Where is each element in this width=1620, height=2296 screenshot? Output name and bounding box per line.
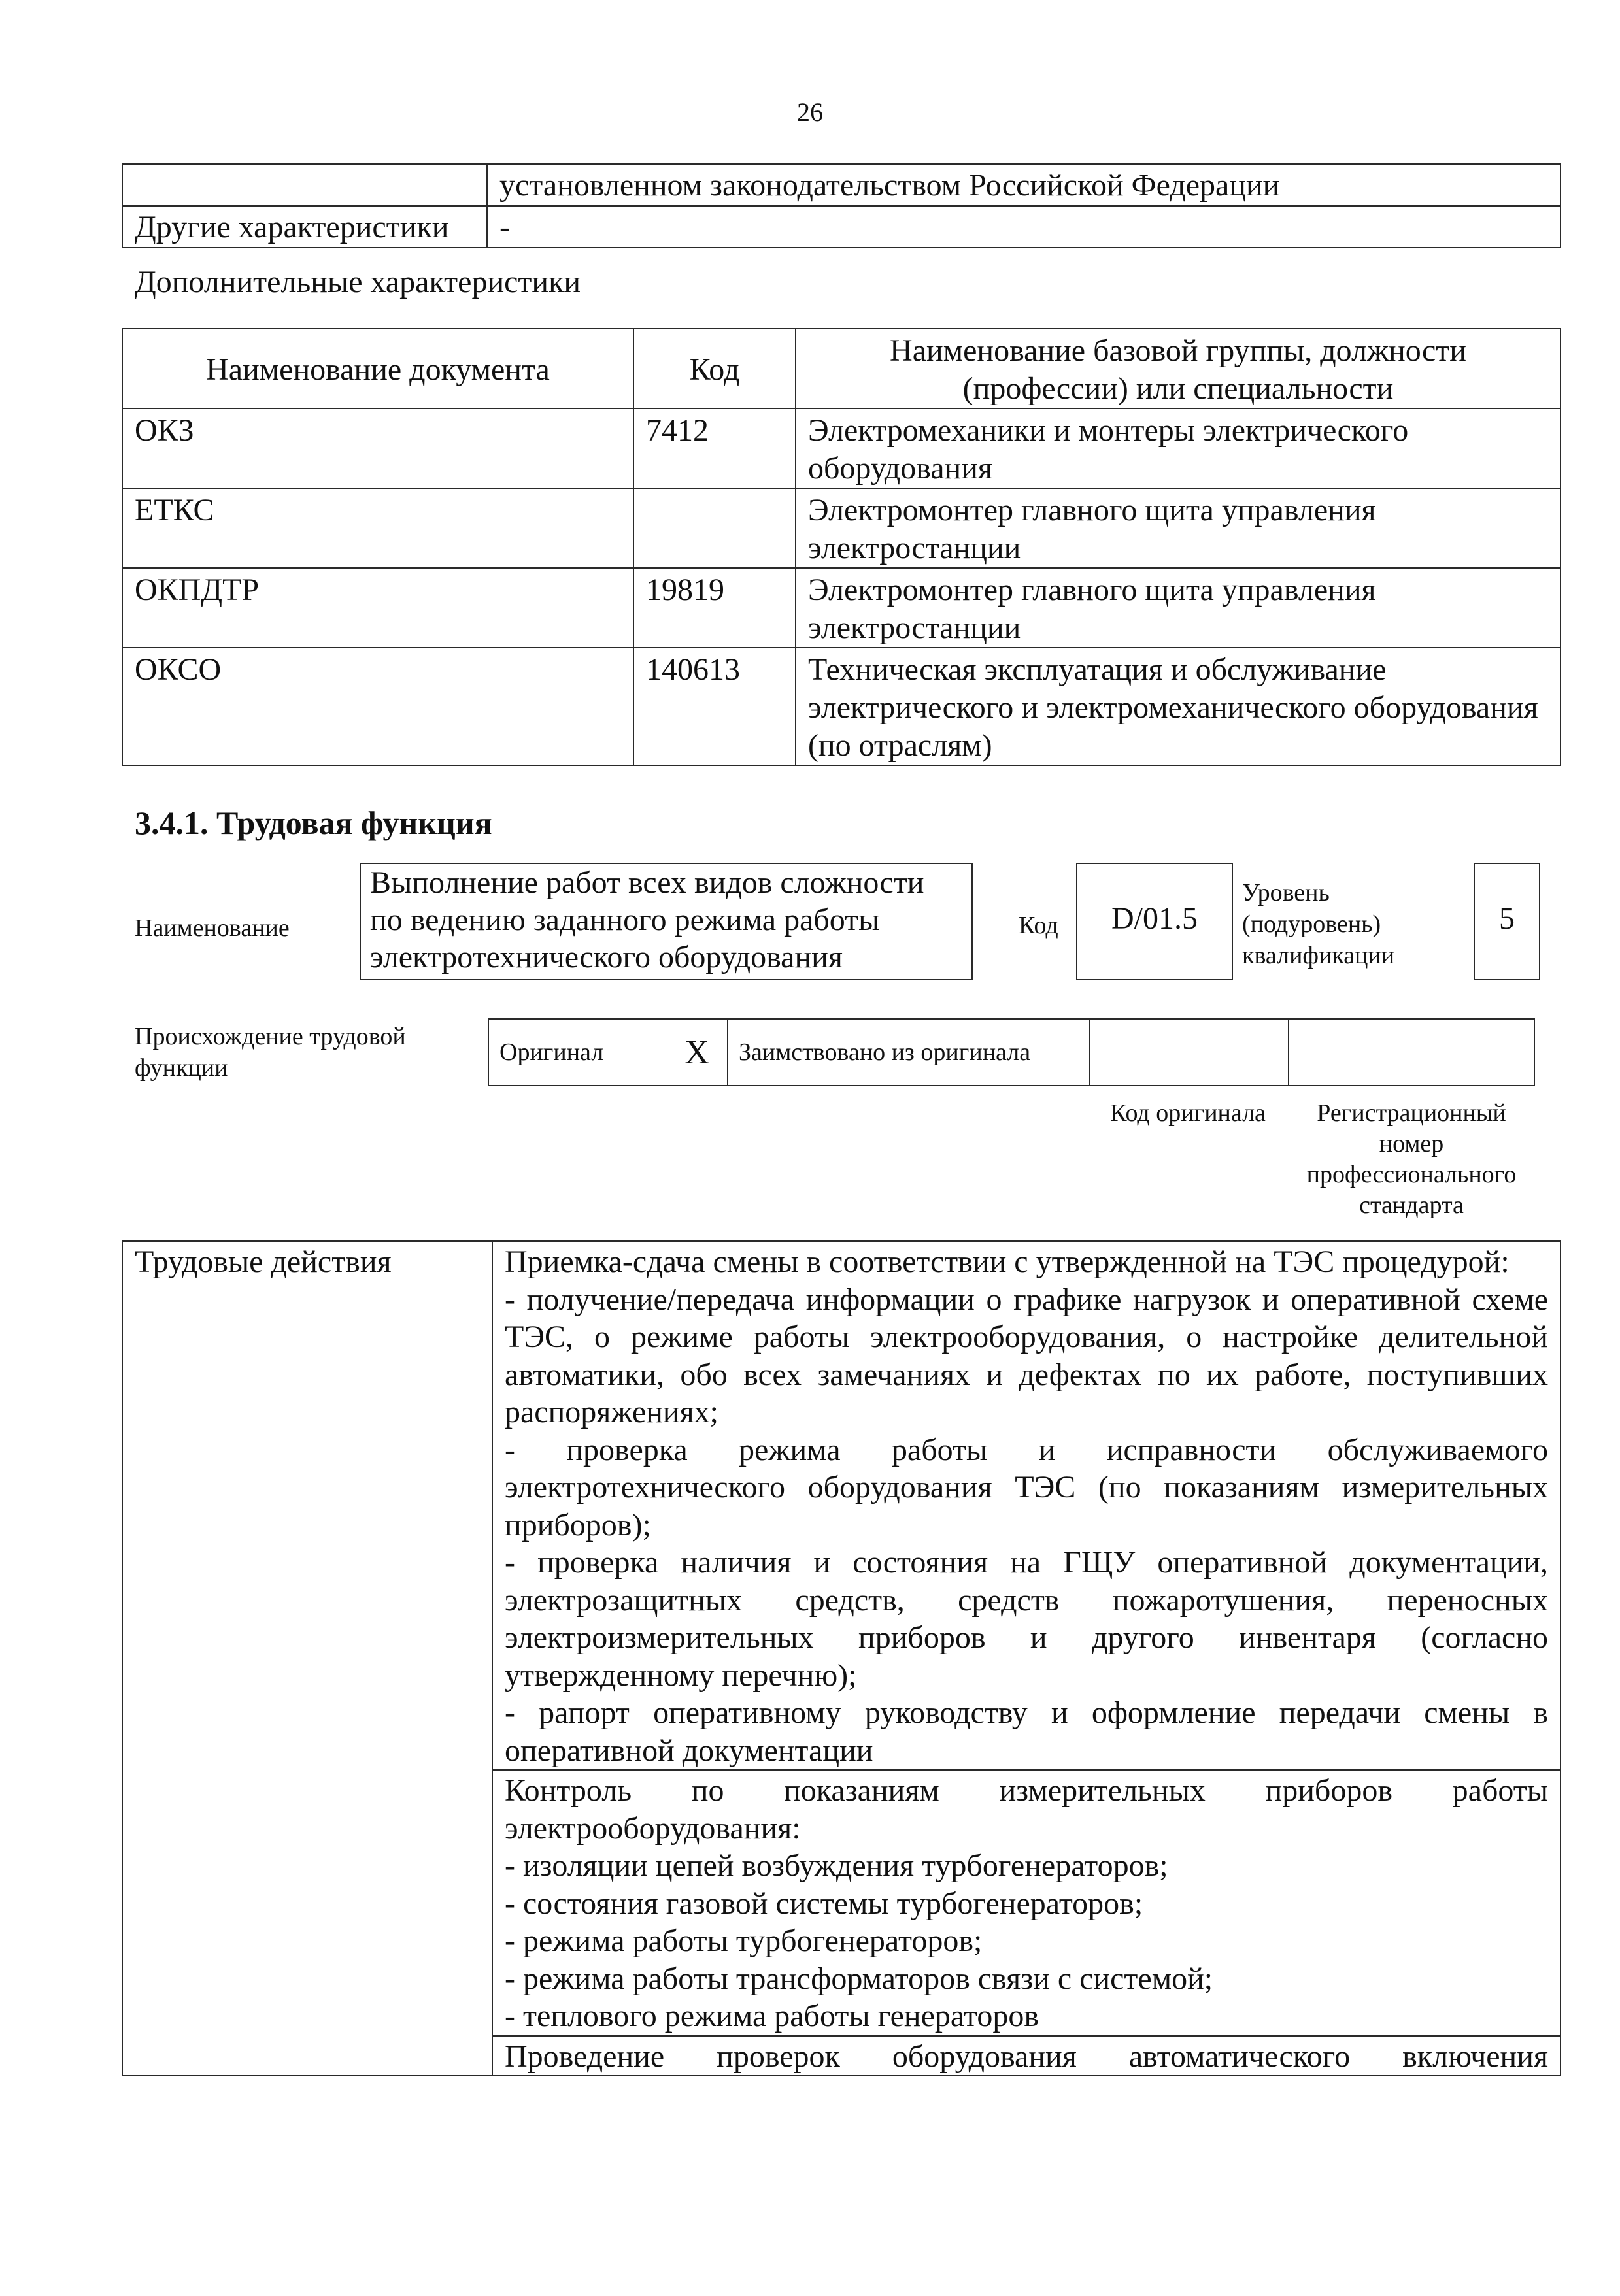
table-cell: 140613 xyxy=(633,648,796,765)
table-cell: ОКЗ xyxy=(122,408,633,488)
table-cell: 19819 xyxy=(633,568,796,648)
action-line: Контроль по показаниям измерительных приборов работы электрооборудования: xyxy=(505,1773,1548,1846)
table-cell: Электромонтер главного щита управления электростанции xyxy=(796,568,1561,648)
origin-table xyxy=(488,1018,1535,1086)
origin-reg-number-cell xyxy=(1289,1019,1534,1086)
function-name-label: Наименование xyxy=(135,914,290,942)
action-line: - получение/передача информации о графике нагрузок и оперативной схеме ТЭС, о режиме работы электрооборудования, о настройке делительной автоматики, обо всех замечаниях и дефектах по их работе, поступивших распоряжениях; xyxy=(505,1282,1548,1429)
table-cell: Другие характеристики xyxy=(122,206,487,248)
table-cell xyxy=(633,488,796,568)
labor-actions-table xyxy=(122,1240,1561,2076)
labor-actions-label: Трудовые действия xyxy=(122,1241,492,2076)
action-block xyxy=(492,1241,1561,1770)
action-block xyxy=(492,1770,1561,2036)
table-cell: Техническая эксплуатация и обслуживание электрического и электромеханического оборудования (по отраслям) xyxy=(796,648,1561,765)
table-row xyxy=(122,1241,1561,1770)
action-line: - теплового режима работы генераторов xyxy=(505,1999,1039,2033)
table-row xyxy=(488,1019,1534,1086)
action-line: Проведение проверок оборудования автоматического включения xyxy=(505,2038,1548,2074)
page-number: 26 xyxy=(797,97,823,127)
table-cell: Электромонтер главного щита управления электростанции xyxy=(796,488,1561,568)
table-row xyxy=(122,568,1561,648)
extra-characteristics-heading: Дополнительные характеристики xyxy=(135,265,581,299)
table-cell: ЕТКС xyxy=(122,488,633,568)
action-line: - режима работы трансформаторов связи с системой; xyxy=(505,1961,1213,1996)
header-cell: Наименование документа xyxy=(122,329,633,408)
qualification-level-box: 5 xyxy=(1474,863,1540,980)
table-cell: ОКСО xyxy=(122,648,633,765)
origin-original-cell: Оригинал xyxy=(488,1019,667,1086)
table-row xyxy=(122,408,1561,488)
origin-code-cell xyxy=(1090,1019,1289,1086)
table-cell xyxy=(122,164,487,206)
action-block xyxy=(492,2036,1561,2076)
action-line: - проверка наличия и состояния на ГЩУ оперативной документации, электрозащитных средств, средств пожаротушения, переносных электроизмерительных приборов и другого инвентаря (согласно утвержденному перечню); xyxy=(505,1545,1548,1693)
table-row xyxy=(122,164,1561,206)
registration-number-caption: Регистрационный номер профессионального стандарта xyxy=(1306,1099,1517,1219)
action-line: - проверка режима работы и исправности обслуживаемого электротехнического оборудования ТЭС (по показаниям измерительных приборов); xyxy=(505,1432,1548,1542)
function-code-box: D/01.5 xyxy=(1076,863,1233,980)
extra-characteristics-table xyxy=(122,328,1561,766)
qualification-level-label: Уровень (подуровень) квалификации xyxy=(1242,879,1395,969)
origin-mark-cell: X xyxy=(667,1019,728,1086)
header-cell: Наименование базовой группы, должности (профессии) или специальности xyxy=(796,329,1561,408)
table-row xyxy=(122,206,1561,248)
action-line: - состояния газовой системы турбогенераторов; xyxy=(505,1886,1143,1921)
function-code-label: Код xyxy=(1019,912,1058,939)
origin-code-caption: Код оригинала xyxy=(1110,1099,1266,1127)
continuation-table xyxy=(122,163,1561,248)
table-header-row xyxy=(122,329,1561,408)
action-line: - изоляции цепей возбуждения турбогенераторов; xyxy=(505,1848,1168,1883)
table-row xyxy=(122,488,1561,568)
header-cell: Код xyxy=(633,329,796,408)
origin-label: Происхождение трудовой функции xyxy=(135,1023,406,1082)
table-cell: Электромеханики и монтеры электрического оборудования xyxy=(796,408,1561,488)
table-cell: - xyxy=(487,206,1561,248)
origin-borrowed-cell: Заимствовано из оригинала xyxy=(728,1019,1090,1086)
table-row xyxy=(122,648,1561,765)
table-cell: 7412 xyxy=(633,408,796,488)
function-name-box: Выполнение работ всех видов сложности по ведению заданного режима работы электротехнического оборудования xyxy=(360,863,973,980)
action-line: - режима работы турбогенераторов; xyxy=(505,1923,983,1958)
section-title: 3.4.1. Трудовая функция xyxy=(135,805,492,841)
table-cell: установленном законодательством Российской Федерации xyxy=(487,164,1561,206)
action-line: Приемка-сдача смены в соответствии с утвержденной на ТЭС процедурой: xyxy=(505,1244,1510,1279)
action-line: - рапорт оперативному руководству и оформление передачи смены в оперативной документации xyxy=(505,1695,1548,1768)
table-cell: ОКПДТР xyxy=(122,568,633,648)
